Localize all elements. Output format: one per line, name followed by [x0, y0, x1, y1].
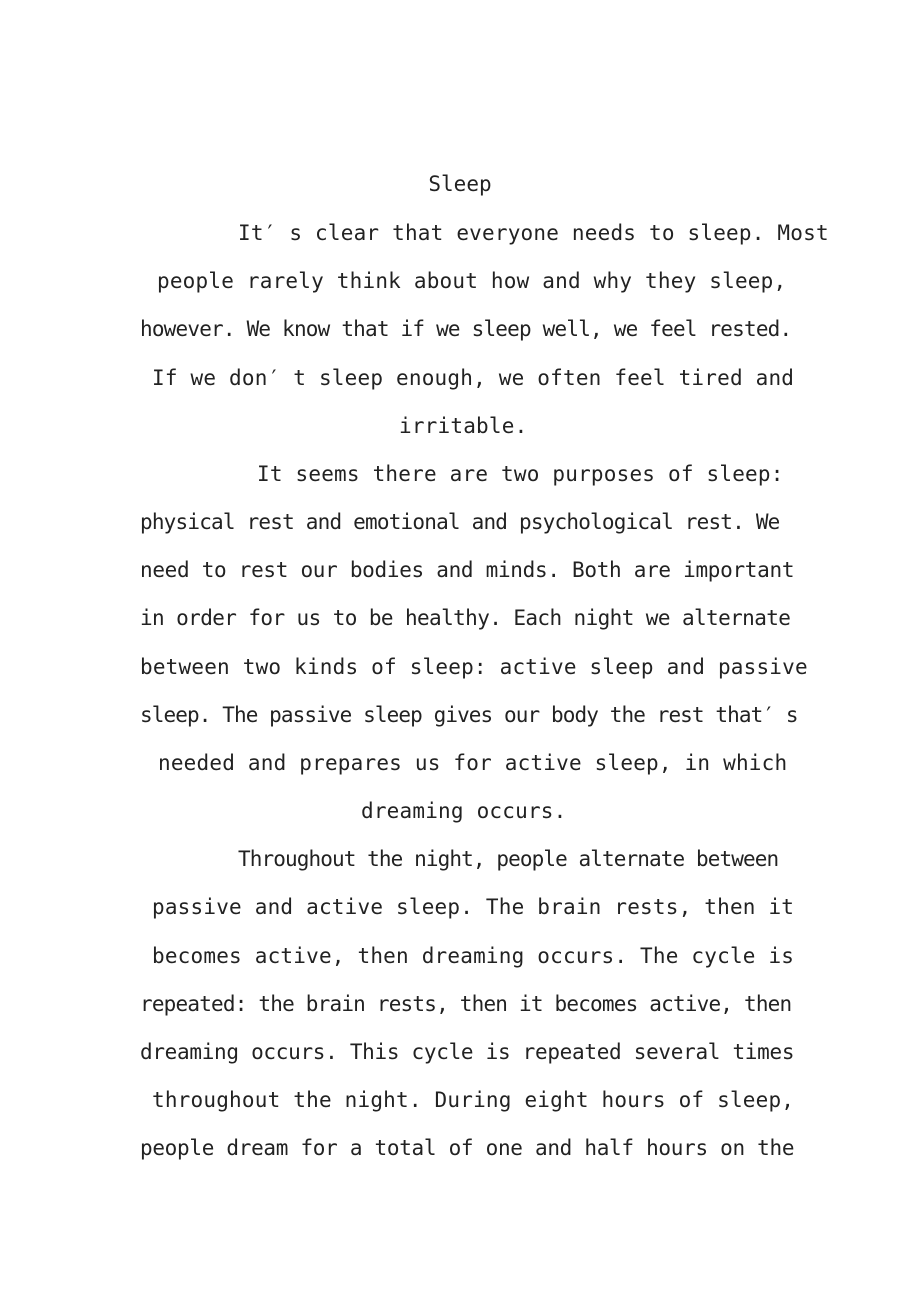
paragraph-line: dreaming occurs. This cycle is repeated several times — [140, 1040, 795, 1064]
paragraph-line: becomes active, then dreaming occurs. The cycle is — [152, 944, 795, 968]
paragraph-line: dreaming occurs. — [361, 799, 567, 823]
paragraph-line: however. We know that if we sleep well, we feel rested. — [140, 317, 792, 341]
paragraph-line: passive and active sleep. The brain rests, then it — [152, 895, 795, 919]
paragraph-line: between two kinds of sleep: active sleep and passive — [140, 655, 808, 679]
paragraph-line: people dream for a total of one and half hours on the — [140, 1136, 795, 1160]
paragraph-line: If we don′ t sleep enough, we often feel tired and — [152, 366, 795, 390]
paragraph-line: irritable. — [399, 414, 528, 438]
paragraph-line: It′ s clear that everyone needs to sleep. Most — [238, 221, 829, 245]
paragraph-line: need to rest our bodies and minds. Both are important — [140, 558, 795, 582]
paragraph-line: physical rest and emotional and psychological rest. We — [140, 510, 780, 534]
paragraph-line: It seems there are two purposes of sleep: — [257, 462, 784, 486]
paragraph-line: needed and prepares us for active sleep, in which — [158, 751, 788, 775]
paragraph-line: people rarely think about how and why they sleep, — [157, 269, 787, 293]
paragraph-line: Throughout the night, people alternate between — [238, 847, 779, 871]
paragraph-line: sleep. The passive sleep gives our body the rest that′ s — [140, 703, 798, 727]
paragraph-line: repeated: the brain rests, then it becomes active, then — [140, 992, 792, 1016]
paragraph-line: throughout the night. During eight hours of sleep, — [152, 1088, 795, 1112]
paragraph-line: in order for us to be healthy. Each night we alternate — [140, 606, 791, 630]
document-title: Sleep — [428, 172, 492, 196]
